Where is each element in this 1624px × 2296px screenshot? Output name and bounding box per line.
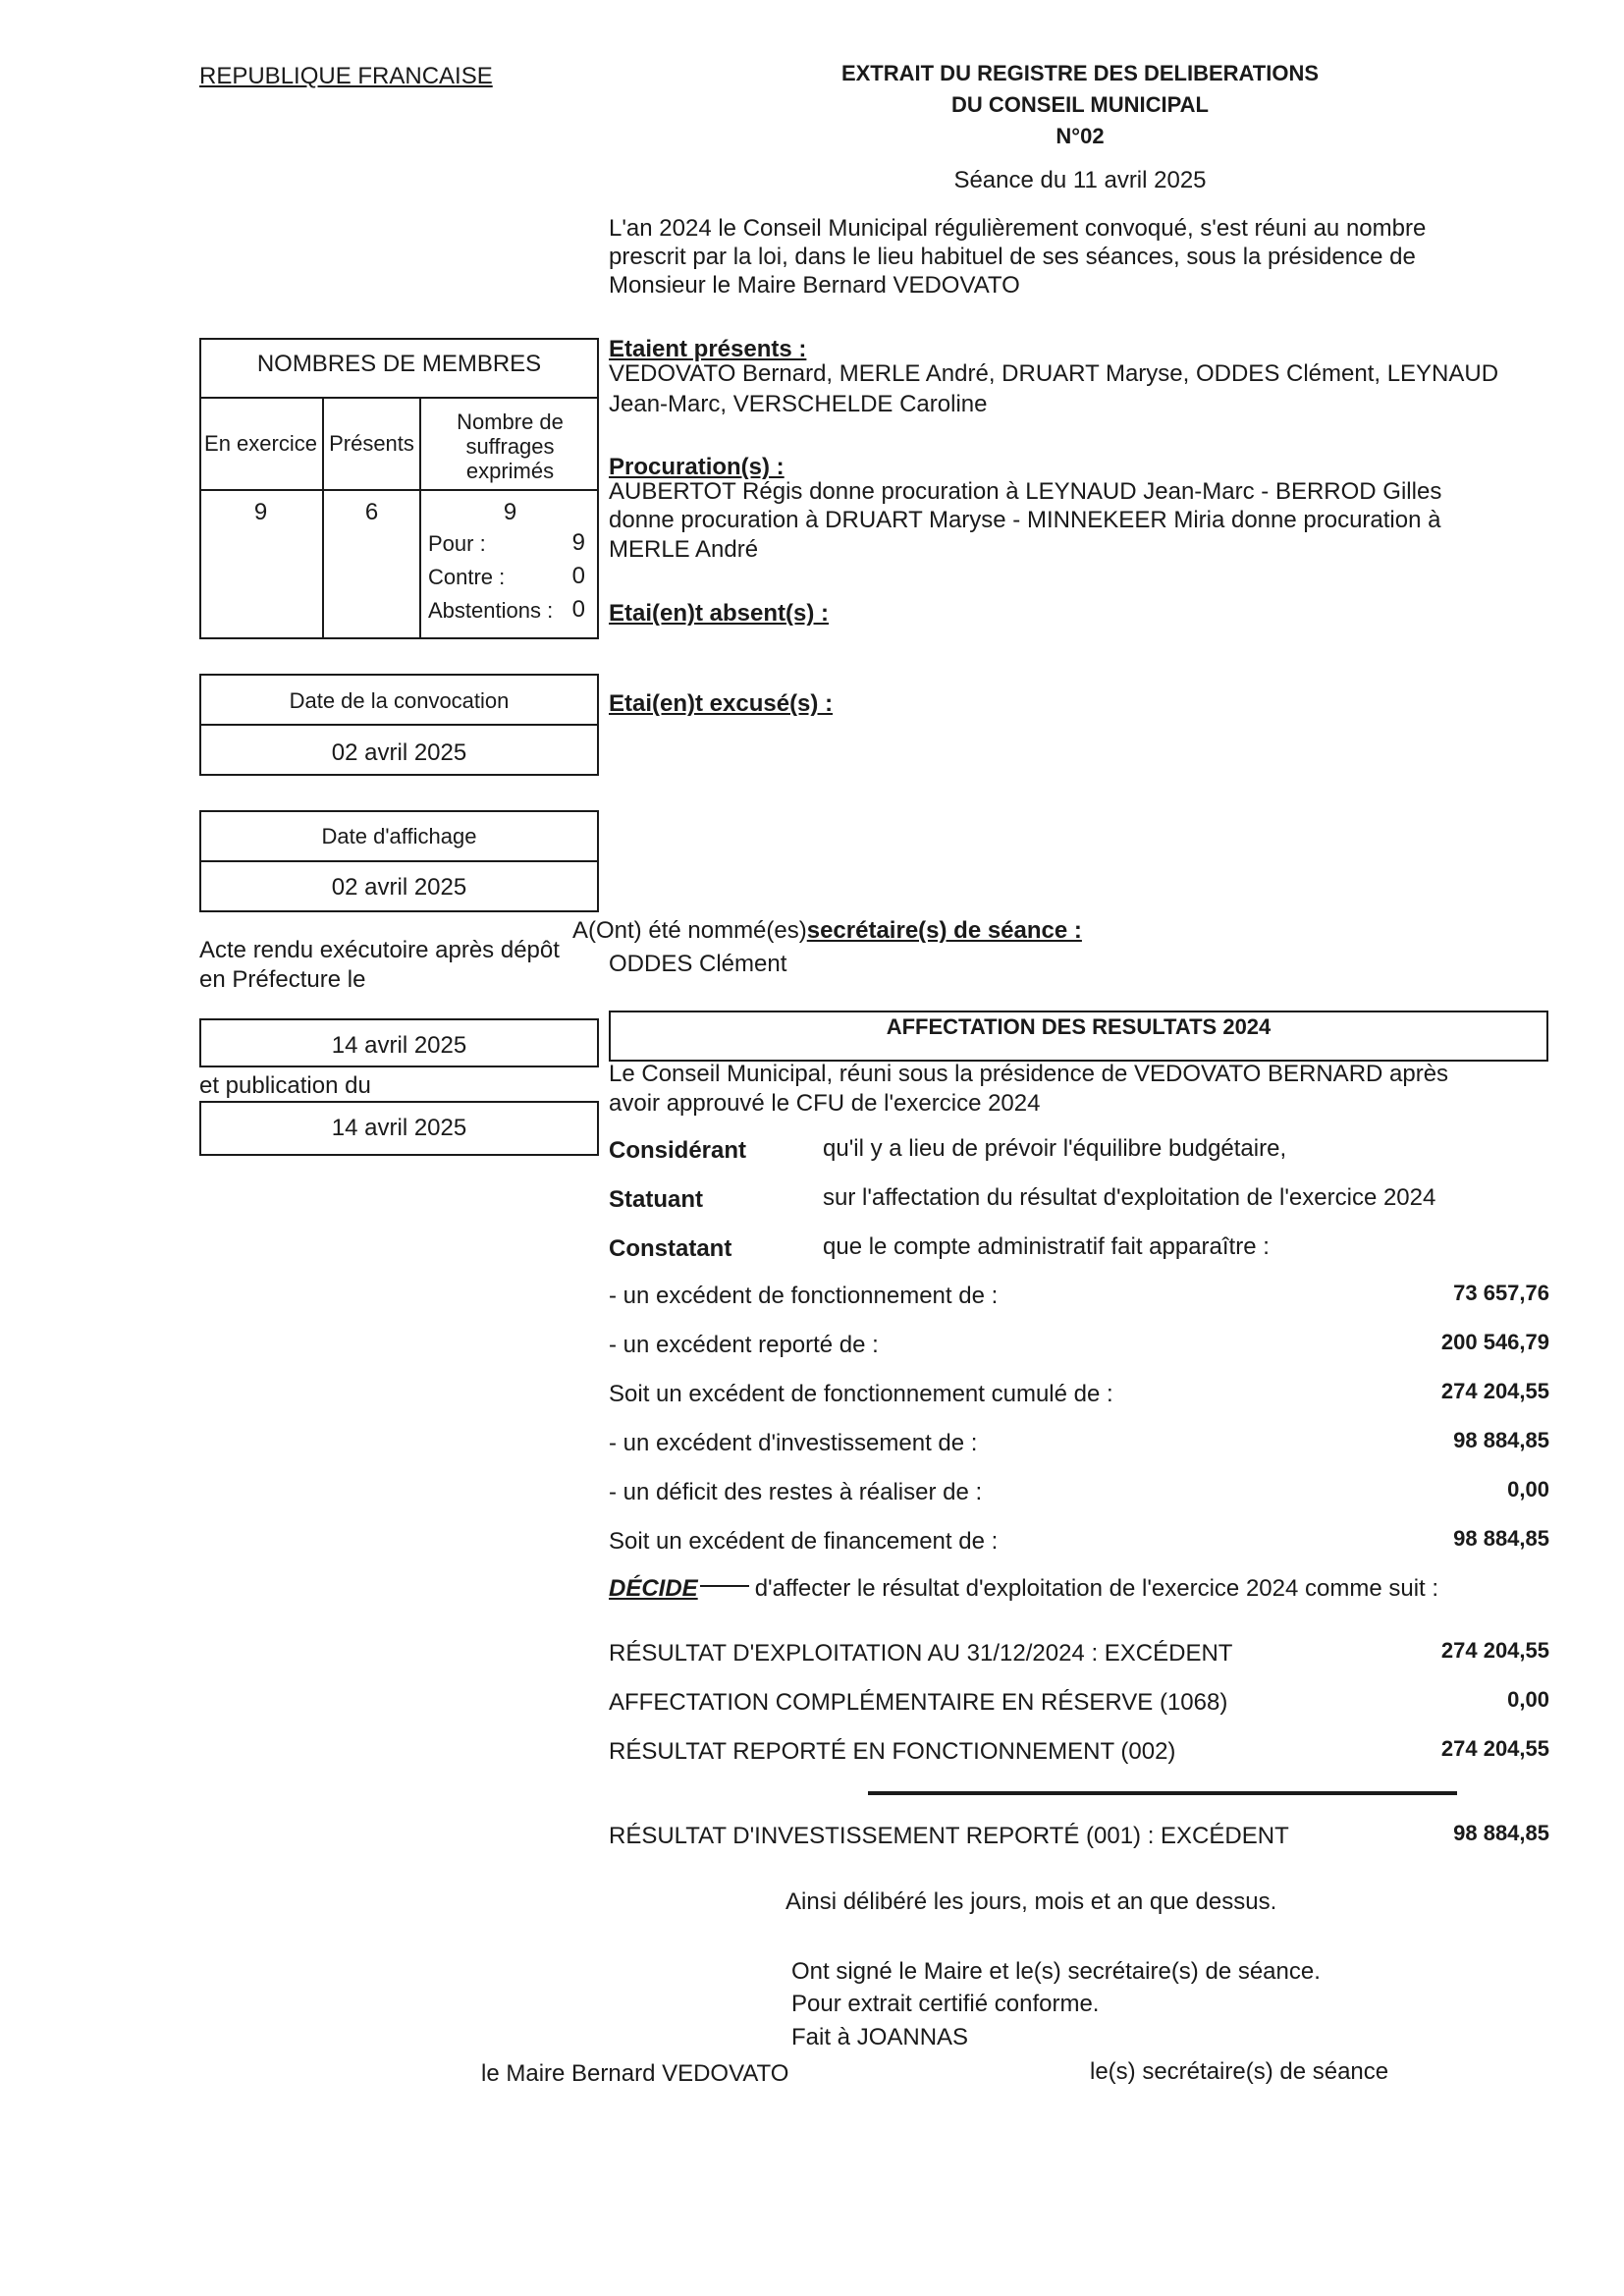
- secretary-signature-label: le(s) secrétaire(s) de séance: [1090, 2058, 1389, 2085]
- place-statement: Fait à JOANNAS: [791, 2024, 969, 2050]
- present-members-label: Etaient présents :: [609, 336, 807, 362]
- session-date: Séance du 11 avril 2025: [953, 167, 1207, 193]
- statuant-text: sur l'affectation du résultat d'exploitation de l'exercice 2024: [823, 1184, 1436, 1211]
- republic-label: REPUBLIQUE FRANCAISE: [199, 63, 493, 89]
- excused-label: Etai(en)t excusé(s) :: [609, 690, 834, 717]
- votes-header-line2: suffrages: [465, 434, 555, 459]
- contre-value: 0: [571, 563, 585, 589]
- proxy-line2: donne procuration à DRUART Maryse - MINNEKEER Miria donne procuration à: [609, 507, 1441, 533]
- deliberation-intro-line1: Le Conseil Municipal, réuni sous la présidence de VEDOVATO BERNARD après: [609, 1061, 1449, 1087]
- present-value: 6: [364, 499, 379, 525]
- intro-line2: prescrit par la loi, dans le lieu habituel de ses séances, sous la présidence de: [609, 244, 1416, 270]
- deliberation-title: AFFECTATION DES RESULTATS 2024: [886, 1014, 1272, 1039]
- certification-statement: Pour extrait certifié conforme.: [791, 1991, 1100, 2017]
- executory-line2: en Préfecture le: [199, 966, 366, 993]
- convocation-date-label: Date de la convocation: [289, 688, 510, 713]
- deliberation-intro-line2: avoir approuvé le CFU de l'exercice 2024: [609, 1090, 1041, 1117]
- proxy-label: Procuration(s) :: [609, 454, 785, 480]
- votes-cast-value: 9: [503, 499, 517, 525]
- votes-header-line1: Nombre de: [457, 410, 564, 434]
- considerant-label: Considérant: [609, 1137, 747, 1164]
- secretary-name: ODDES Clément: [609, 951, 787, 977]
- constatant-label: Constatant: [609, 1235, 732, 1262]
- document-number: N°02: [1056, 124, 1105, 148]
- mayor-signature-label: le Maire Bernard VEDOVATO: [481, 2060, 789, 2087]
- account-line-label: - un excédent de fonctionnement de :: [609, 1283, 999, 1309]
- abstentions-value: 0: [571, 596, 585, 623]
- proxy-line3: MERLE André: [609, 536, 759, 563]
- display-date-label: Date d'affichage: [321, 824, 477, 848]
- decide-line: [609, 1575, 1438, 1603]
- account-line-value: 73 657,76: [1453, 1281, 1549, 1305]
- account-line-value: 98 884,85: [1453, 1526, 1549, 1551]
- statuant-label: Statuant: [609, 1186, 703, 1213]
- signature-statement: Ont signé le Maire et le(s) secrétaire(s) de séance.: [791, 1958, 1321, 1985]
- present-members-line1: VEDOVATO Bernard, MERLE André, DRUART Maryse, ODDES Clément, LEYNAUD: [609, 360, 1499, 387]
- display-date-value: 02 avril 2025: [331, 874, 467, 901]
- publication-label: et publication du: [199, 1072, 371, 1099]
- account-line-value: 274 204,55: [1440, 1379, 1549, 1403]
- result-line-label: AFFECTATION COMPLÉMENTAIRE EN RÉSERVE (1068): [609, 1689, 1228, 1716]
- investment-result-label: RÉSULTAT D'INVESTISSEMENT REPORTÉ (001) : EXCÉDENT: [609, 1823, 1289, 1849]
- results-separator: [868, 1791, 1457, 1795]
- intro-line1: L'an 2024 le Conseil Municipal régulièrement convoqué, s'est réuni au nombre: [609, 215, 1427, 242]
- publication-date-value: 14 avril 2025: [331, 1115, 467, 1141]
- in-office-header: En exercice: [204, 431, 317, 456]
- abstentions-label: Abstentions :: [428, 598, 554, 623]
- present-members-line2: Jean-Marc, VERSCHELDE Caroline: [609, 391, 988, 417]
- pour-label: Pour :: [428, 531, 486, 556]
- executory-line1: Acte rendu exécutoire après dépôt: [199, 937, 560, 963]
- secretary-label: secrétaire(s) de séance :: [806, 917, 1082, 944]
- members-table-title: NOMBRES DE MEMBRES: [256, 351, 542, 377]
- result-line-value: 0,00: [1507, 1687, 1549, 1712]
- contre-label: Contre :: [428, 565, 506, 589]
- prefecture-date-value: 14 avril 2025: [331, 1032, 467, 1059]
- absent-label: Etai(en)t absent(s) :: [609, 600, 830, 627]
- account-line-label: - un déficit des restes à réaliser de :: [609, 1479, 983, 1505]
- constatant-text: que le compte administratif fait apparaître :: [823, 1233, 1270, 1260]
- decide-text: d'affecter le résultat d'exploitation de l'exercice 2024 comme suit :: [754, 1575, 1439, 1602]
- convocation-date-value: 02 avril 2025: [331, 739, 467, 766]
- account-line-label: - un excédent reporté de :: [609, 1332, 879, 1358]
- investment-result-value: 98 884,85: [1453, 1821, 1549, 1845]
- result-line-label: RÉSULTAT REPORTÉ EN FONCTIONNEMENT (002): [609, 1738, 1176, 1765]
- document-title-line2: DU CONSEIL MUNICIPAL: [951, 92, 1209, 117]
- proxy-line1: AUBERTOT Régis donne procuration à LEYNAUD Jean-Marc - BERROD Gilles: [609, 478, 1442, 505]
- votes-header-line3: exprimés: [465, 459, 555, 483]
- considerant-text: qu'il y a lieu de prévoir l'équilibre budgétaire,: [823, 1135, 1287, 1162]
- pour-value: 9: [571, 529, 585, 556]
- account-line-label: - un excédent d'investissement de :: [609, 1430, 978, 1456]
- divider: [199, 489, 599, 491]
- divider: [199, 397, 599, 399]
- account-line-label: Soit un excédent de fonctionnement cumulé de :: [609, 1381, 1113, 1407]
- decide-dash: [700, 1585, 749, 1587]
- result-line-value: 274 204,55: [1440, 1736, 1549, 1761]
- decide-label: DÉCIDE: [609, 1575, 698, 1602]
- result-line-label: RÉSULTAT D'EXPLOITATION AU 31/12/2024 : EXCÉDENT: [609, 1640, 1233, 1667]
- account-line-value: 0,00: [1507, 1477, 1549, 1502]
- secretary-prefix: A(Ont) été nommé(es): [572, 917, 807, 944]
- present-header: Présents: [329, 431, 414, 456]
- account-line-value: 98 884,85: [1453, 1428, 1549, 1452]
- document-title-line1: EXTRAIT DU REGISTRE DES DELIBERATIONS: [840, 61, 1320, 85]
- divider: [199, 724, 599, 726]
- divider: [199, 860, 599, 862]
- in-office-value: 9: [253, 499, 268, 525]
- closing-statement: Ainsi délibéré les jours, mois et an que dessus.: [785, 1888, 1277, 1915]
- intro-line3: Monsieur le Maire Bernard VEDOVATO: [609, 272, 1020, 299]
- account-line-value: 200 546,79: [1440, 1330, 1549, 1354]
- secretary-line: [572, 917, 1082, 945]
- account-line-label: Soit un excédent de financement de :: [609, 1528, 999, 1555]
- result-line-value: 274 204,55: [1440, 1638, 1549, 1663]
